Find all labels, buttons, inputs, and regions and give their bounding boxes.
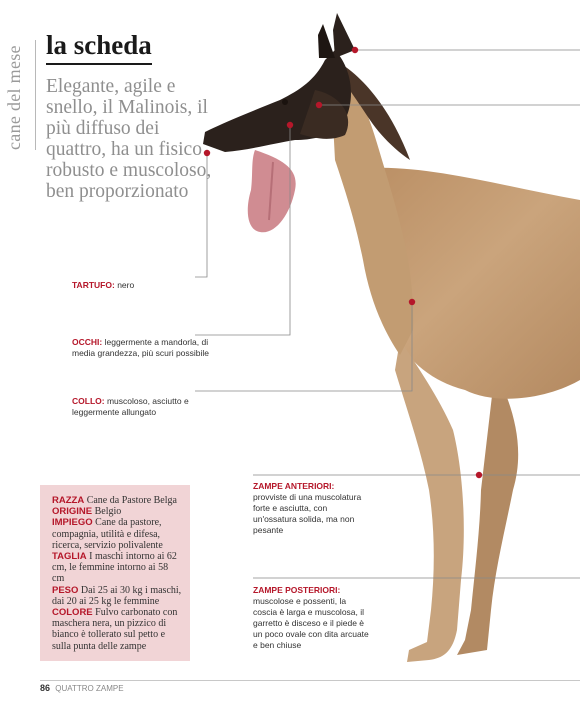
callout-tartufo [72,280,192,291]
dog-photo [195,10,580,675]
callout-collo [72,396,192,418]
callout-tartufo-label: TARTUFO: [72,280,115,290]
section-divider [35,40,36,150]
section-label: cane del mese [4,45,24,150]
info-taglia-text: I maschi intorno ai 62 cm, le femmine intorno ai 58 cm [52,551,177,585]
info-colore [52,607,182,652]
info-razza-label: RAZZA [52,495,85,506]
malinois-illustration [195,10,580,675]
callout-occhi [72,337,222,359]
callout-tartufo-text: nero [117,280,135,290]
info-origine-label: ORIGINE [52,506,93,518]
callout-zampe-posteriori-label: ZAMPE POSTERIORI: [253,585,341,595]
info-colore-text: Fulvo carbonato con maschera nera, un pizzico di bianco è tollerato sul petto e sulla punta delle zampe [52,607,178,652]
info-impiego-label: IMPIEGO [52,517,93,529]
info-razza-text: Cane da Pastore Belga [86,495,177,506]
callout-zampe-anteriori-label: ZAMPE ANTERIORI: [253,481,335,491]
info-origine-text: Belgio [94,506,122,518]
breed-info-box [40,485,190,661]
callout-zampe-posteriori [253,585,371,651]
page-title: la scheda [46,30,152,65]
info-peso-text: Dai 25 ai 30 kg i maschi, dai 20 ai 25 kg le femmine [52,584,182,607]
info-impiego [52,517,182,551]
callout-zampe-posteriori-text: muscolose e possenti, la coscia è larga e muscolosa, il garretto è disceso e il piede è un poco ovale con dita arcuate e ben chiuse [253,596,369,650]
page-number: 86 [40,683,51,693]
footer-divider [40,680,580,681]
info-colore-label: COLORE [52,607,93,619]
callout-occhi-text: leggermente a mandorla, di media grandezza, più scuri possibile [72,337,210,358]
magazine-name: QUATTRO ZAMPE [55,684,124,693]
info-peso-label: PESO [52,584,79,596]
page-footer [40,683,124,693]
callout-zampe-anteriori-text: provviste di una muscolatura forte e asciutta, con un'ossatura solida, ma non pesante [253,492,362,535]
callout-collo-label: COLLO: [72,396,105,406]
callout-occhi-label: OCCHI: [72,337,103,347]
info-impiego-text: Cane da pastore, compagnia, utilità e difesa, ricerca, servizio polivalente [52,517,163,551]
info-taglia-label: TAGLIA [52,551,87,563]
info-razza [52,495,182,506]
info-peso [52,585,182,607]
info-origine [52,506,182,517]
callout-collo-text: muscoloso, asciutto e leggermente allungato [72,396,189,417]
info-taglia [52,551,182,585]
intro-text: Elegante, agile e snello, il Malinois, il più diffuso dei quattro, ha un fisico robusto e muscoloso, ben proporzionato [46,76,212,202]
callout-zampe-anteriori [253,481,363,536]
